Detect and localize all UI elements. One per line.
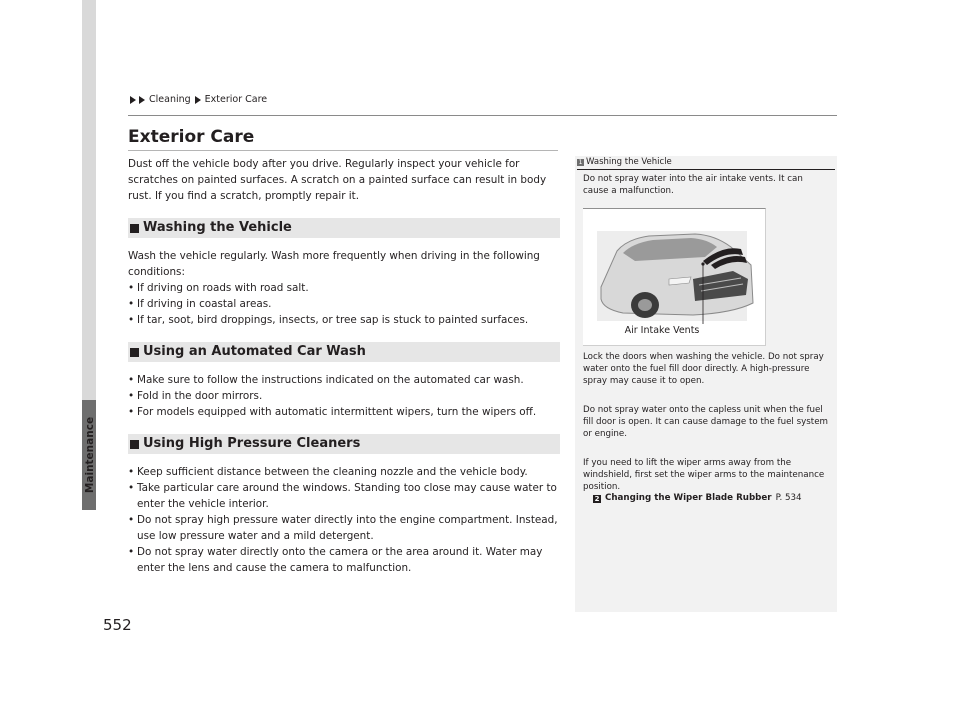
list-item: • For models equipped with automatic intermittent wipers, turn the wipers off.: [128, 404, 560, 420]
title-rule: [128, 150, 558, 151]
list-item: • Do not spray water directly onto the camera or the area around it. Water may enter the lens and cause the camera to malfunction.: [128, 544, 560, 576]
page-title: Exterior Care: [128, 127, 255, 147]
subheading-automated-car-wash: [128, 342, 560, 362]
page-number: 552: [103, 616, 132, 634]
note-text: Do not spray water onto the capless unit when the fuel fill door is open. It can cause damage to the fuel system or engine.: [583, 405, 829, 439]
note-text: Lock the doors when washing the vehicle. Do not spray water onto the fuel fill door directly. A high-pressure spray may cause it to open.: [583, 352, 824, 386]
note-text: If you need to lift the wiper arms away from the windshield, first set the wiper arms to the maintenance position.: [583, 458, 825, 492]
square-bullet-icon: [130, 224, 139, 233]
breadcrumb-item-cleaning[interactable]: Cleaning: [149, 94, 191, 105]
section-intro: Dust off the vehicle body after you drive. Regularly inspect your vehicle for scratches on painted surfaces. A scratch on a painted surface can result in body rust. If you find a scratch, promptly repair it.: [128, 158, 547, 202]
reference-arrow-icon: 2: [594, 495, 600, 504]
list-item: • If driving in coastal areas.: [128, 296, 560, 312]
reference-page: P. 534: [775, 493, 802, 504]
side-tab-panel: [0, 0, 95, 722]
breadcrumb: [128, 94, 267, 105]
list-item: • Do not spray high pressure water directly into the engine compartment. Instead, use low pressure water and a mild detergent.: [128, 512, 560, 544]
breadcrumb-item-exterior-care[interactable]: Exterior Care: [204, 94, 268, 105]
note-paragraph-intake: [583, 174, 831, 198]
list-item: • Take particular care around the windows. Standing too close may cause water to enter the vehicle interior.: [128, 480, 560, 512]
square-bullet-icon: [130, 348, 139, 357]
breadcrumb-arrow-icon: [139, 96, 145, 104]
header-rule: [128, 115, 837, 116]
breadcrumb-arrow-icon: [130, 96, 136, 104]
subheading-label: Washing the Vehicle: [143, 220, 292, 235]
subheading-label: Using an Automated Car Wash: [143, 344, 366, 359]
square-bullet-icon: [130, 440, 139, 449]
side-tab-block: [82, 0, 96, 400]
figure-caption-air-intake-vents: Air Intake Vents: [624, 325, 700, 336]
breadcrumb-arrow-icon: [195, 96, 201, 104]
note-heading-label: Washing the Vehicle: [586, 157, 672, 167]
washing-intro: Wash the vehicle regularly. Wash more frequently when driving in the following conditions:: [128, 250, 540, 278]
list-item: • If driving on roads with road salt.: [128, 280, 560, 296]
note-paragraph-doors: [583, 352, 831, 387]
reference-title[interactable]: Changing the Wiper Blade Rubber: [605, 493, 772, 504]
list-item: • Fold in the door mirrors.: [128, 388, 560, 404]
note-paragraph-capless: [583, 405, 831, 440]
note-heading: [577, 157, 672, 167]
automated-wash-list: [128, 372, 560, 420]
washing-conditions-list: [128, 280, 560, 328]
list-item: • Make sure to follow the instructions indicated on the automated car wash.: [128, 372, 560, 388]
note-rule: [577, 169, 835, 170]
cross-reference-link[interactable]: [583, 493, 831, 505]
subheading-washing: [128, 218, 560, 238]
main-content: [128, 156, 560, 590]
subheading-high-pressure: [128, 434, 560, 454]
subheading-label: Using High Pressure Cleaners: [143, 436, 361, 451]
list-item: • Keep sufficient distance between the cleaning nozzle and the vehicle body.: [128, 464, 560, 480]
note-marker-icon: 1: [578, 158, 583, 166]
high-pressure-list: [128, 464, 560, 576]
side-tab-label: Maintenance: [84, 416, 96, 494]
note-paragraph-wipers: [583, 458, 831, 505]
list-item: • If tar, soot, bird droppings, insects, or tree sap is stuck to painted surfaces.: [128, 312, 560, 328]
note-text: Do not spray water into the air intake vents. It can cause a malfunction.: [583, 174, 803, 196]
